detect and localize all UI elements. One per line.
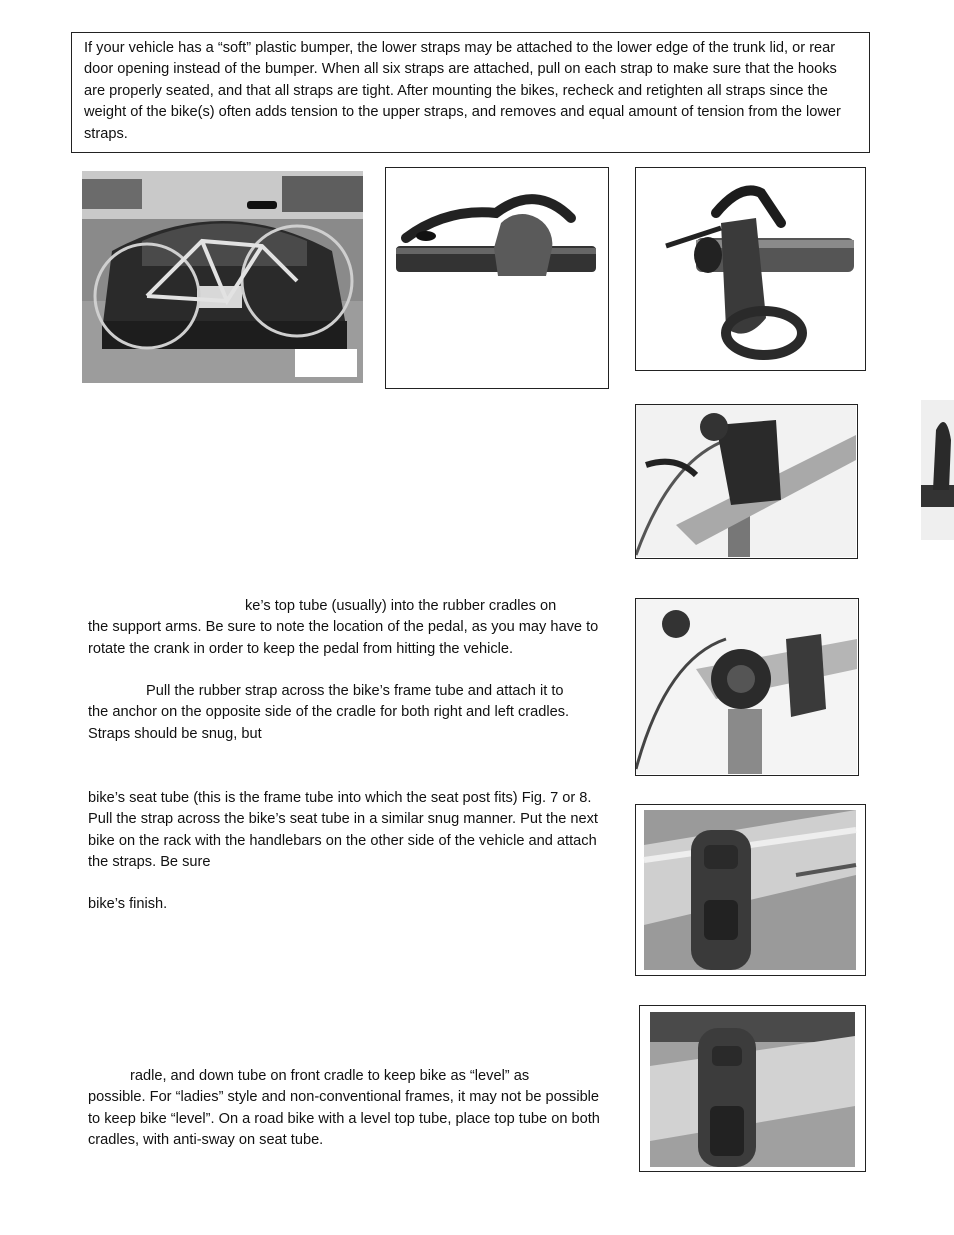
strap-closeup-figure-1 <box>635 804 866 976</box>
cropped-cradle-edge <box>921 400 954 540</box>
para-1-first-line: ke’s top tube (usually) into the rubber cradles on <box>245 598 557 614</box>
cradle-figure-1 <box>385 167 609 389</box>
para-5-first-line: radle, and down tube on front cradle to keep bike as “level” as <box>130 1068 530 1084</box>
notice-box <box>71 32 870 153</box>
para-4-text: bike’s finish. <box>88 896 168 912</box>
para-5-text: possible. For “ladies” style and non-conventional frames, it may not be possible to keep bike “level”. On a road bike with a level top tube, place top tube on both cradles, with anti-sway on seat tube. <box>88 1089 600 1149</box>
instruction-para-5 <box>88 1066 613 1152</box>
para-2-text: the anchor on the opposite side of the cradle for both right and left cradles. Straps should be snug, but <box>88 704 570 742</box>
para-2-first-line: Pull the rubber strap across the bike’s frame tube and attach it to <box>146 683 564 699</box>
instruction-para-3 <box>88 788 613 874</box>
bike-frame-figure-2 <box>635 598 859 776</box>
notice-text: If your vehicle has a “soft” plastic bumper, the lower straps may be attached to the lower edge of the trunk lid, or rear door opening instead of the bumper. When all six straps are attached, pull on each strap to make sure that the hooks are properly seated, and that all straps are tight. After mounting the bikes, recheck and retighten all straps since the weight of the bike(s) often adds tension to the upper straps, and removes and equal amount of tension from the lower straps. <box>84 40 841 142</box>
strap-closeup-figure-2 <box>639 1005 866 1172</box>
car-bike-photo <box>82 171 363 383</box>
para-1-text: the support arms. Be sure to note the location of the pedal, as you may have to rotate the crank in order to keep the pedal from hitting the vehicle. <box>88 619 599 657</box>
instruction-para-1 <box>88 596 613 660</box>
para-3-text: bike’s seat tube (this is the frame tube into which the seat post fits) Fig. 7 or 8. Pull the strap across the bike’s seat tube in a similar snug manner. Put the next bike on the rack with the handlebars on the other side of the vehicle and attach the straps. Be sure <box>88 790 598 871</box>
bike-frame-figure-1 <box>635 404 858 559</box>
instruction-para-2 <box>88 681 613 745</box>
instruction-para-4 <box>88 894 613 915</box>
cradle-figure-2 <box>635 167 866 371</box>
